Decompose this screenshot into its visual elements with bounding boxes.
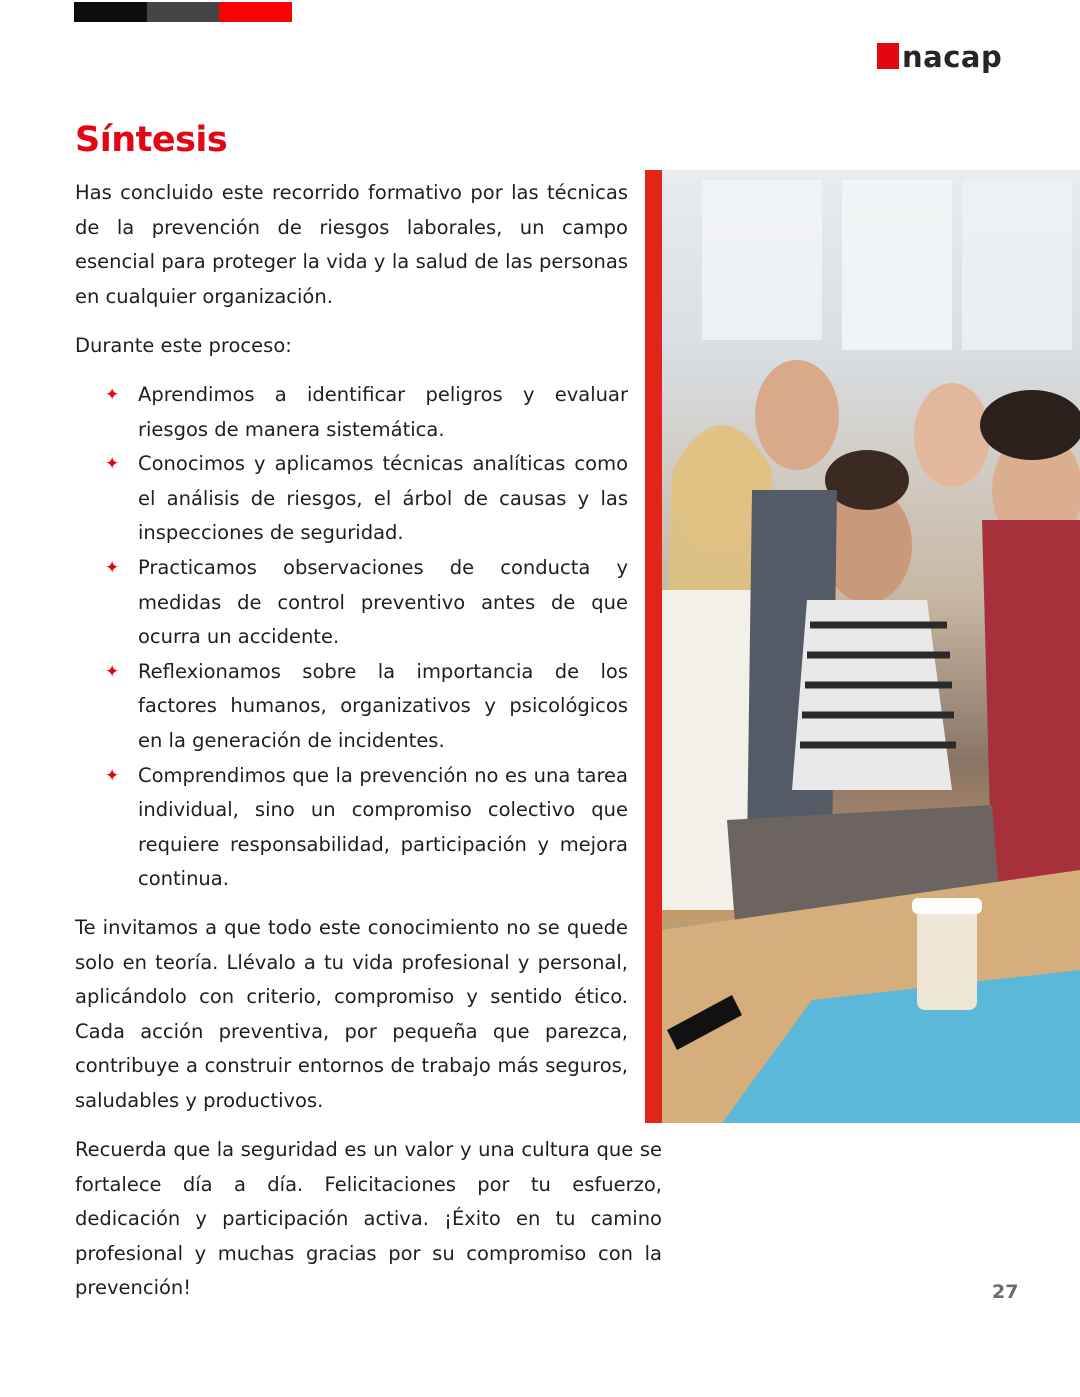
list-item-text: Comprendimos que la prevención no es una tarea individual, sino un compromiso colectivo que requiere responsabilidad, participación y mejora continua. — [138, 763, 628, 891]
list-item-text: Conocimos y aplicamos técnicas analíticas como el análisis de riesgos, el árbol de causas y las inspecciones de seguridad. — [138, 452, 628, 545]
inacap-logo — [877, 38, 1002, 72]
bar-red — [219, 2, 292, 22]
summary-list — [105, 378, 628, 897]
decorative-color-bar — [74, 2, 292, 22]
page-title: Síntesis — [75, 120, 228, 160]
logo-square-icon — [877, 43, 899, 69]
invite-text: Te invitamos a que todo este conocimiento no se quede solo en teoría. Llévalo a tu vida profesional y personal, aplicándolo con criterio, compromiso y sentido ético. Cada acción preventiva, por pequeña que parezca, contribuye a construir entornos de trabajo más seguros, saludables y productivos. — [75, 916, 628, 1112]
star-bullet-icon: ✦ — [105, 557, 120, 578]
list-item — [105, 655, 628, 759]
intro-paragraph — [75, 176, 628, 314]
intro-text: Has concluido este recorrido formativo por las técnicas de la prevención de riesgos laborales, un campo esencial para proteger la vida y la salud de las personas en cualquier organización. — [75, 181, 628, 308]
bar-gray — [147, 2, 220, 22]
list-item-text: Practicamos observaciones de conducta y medidas de control preventivo antes de que ocurra un accidente. — [138, 555, 628, 649]
page-number: 27 — [992, 1281, 1019, 1303]
list-item — [105, 551, 628, 655]
closing-text: Recuerda que la seguridad es un valor y una cultura que se fortalece día a día. Felicitaciones por tu esfuerzo, dedicación y participación activa. ¡Éxito en tu camino profesional y muchas gracias por su compromiso con la prevención! — [75, 1138, 662, 1300]
star-bullet-icon: ✦ — [105, 454, 120, 475]
logo-text: nacap — [902, 40, 1003, 74]
list-item — [105, 759, 628, 897]
photo-red-accent — [645, 170, 662, 1123]
people-illustration — [662, 170, 1080, 1123]
star-bullet-icon: ✦ — [105, 661, 120, 682]
during-text: Durante este proceso: — [75, 334, 292, 357]
list-item — [105, 378, 628, 447]
during-paragraph — [75, 329, 628, 364]
list-item-text: Reflexionamos sobre la importancia de los factores humanos, organizativos y psicológicos en la generación de incidentes. — [138, 659, 628, 752]
bar-black — [74, 2, 147, 22]
list-item — [105, 447, 628, 551]
closing-paragraph — [75, 1133, 662, 1306]
star-bullet-icon: ✦ — [105, 385, 120, 405]
star-bullet-icon: ✦ — [105, 765, 120, 786]
invite-paragraph — [75, 911, 628, 1119]
list-item-text: Aprendimos a identificar peligros y evaluar riesgos de manera sistemática. — [138, 383, 628, 441]
group-photo — [662, 170, 1080, 1123]
